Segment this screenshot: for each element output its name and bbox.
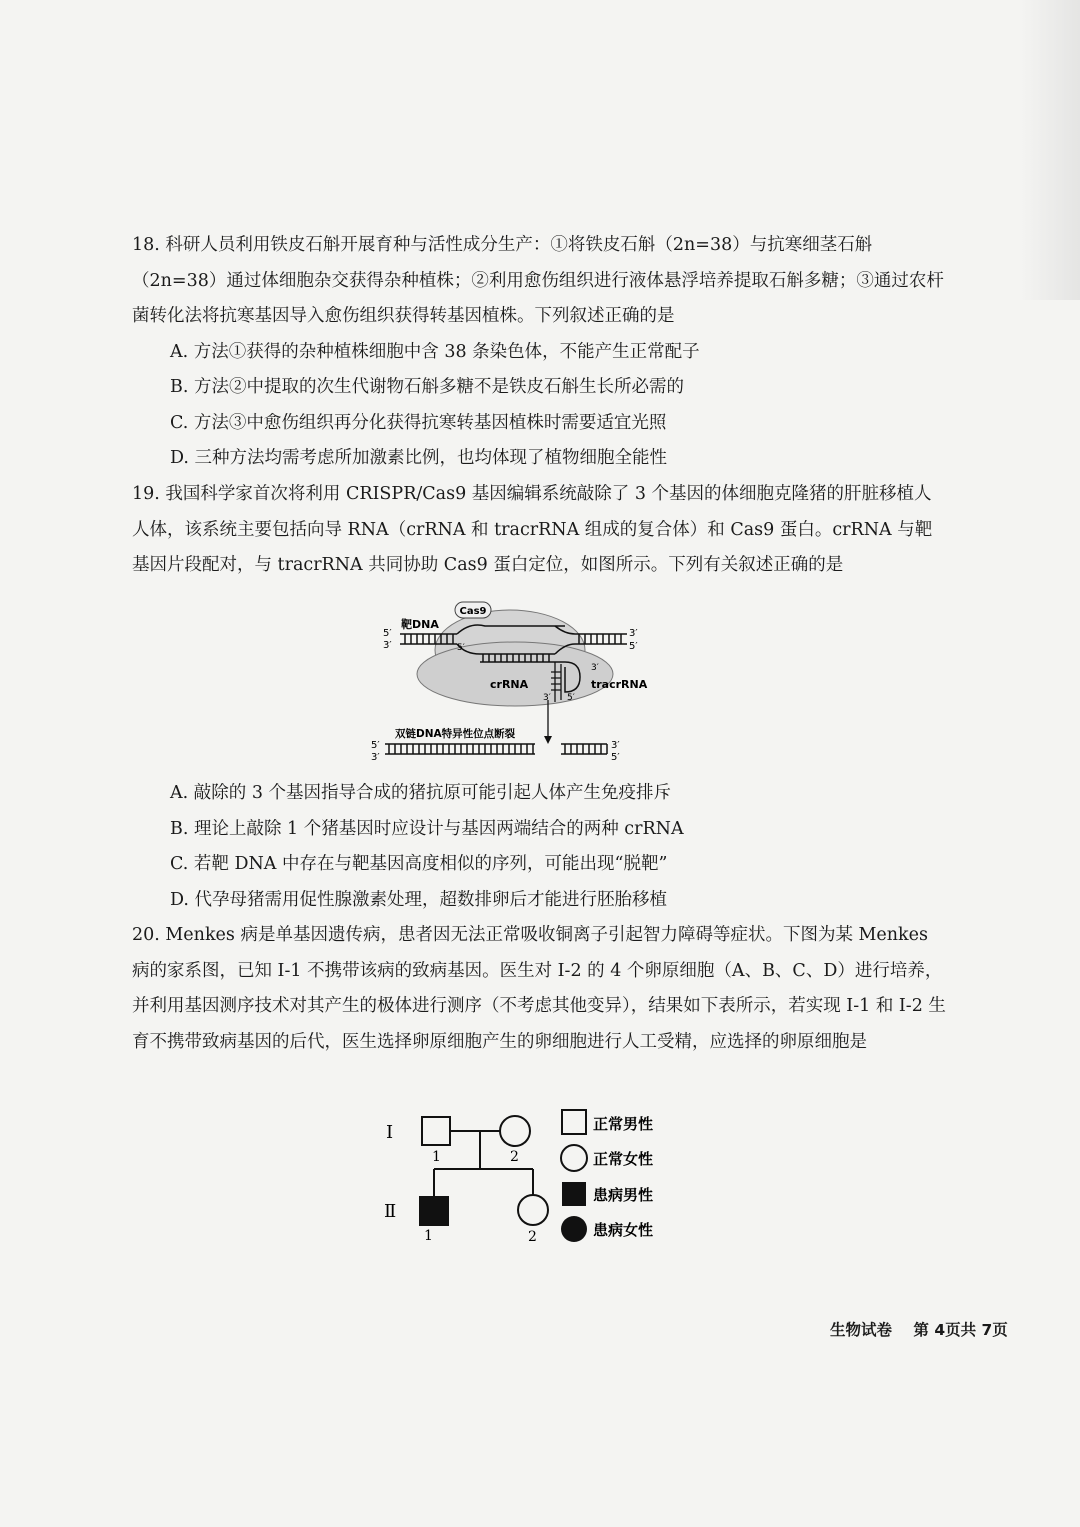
question-18-stem: 18. 科研人员利用铁皮石斛开展育种与活性成分生产：①将铁皮石斛（2n=38）与抗寒细茎石斛（2n=38）通过体细胞杂交获得杂种植株；②利用愈伤组织进行液体悬浮培养提取石斛多糖；③通过农杆菌转化法将抗寒基因导入愈伤组织获得转基因植株。下列叙述正确的是 xyxy=(132,235,944,326)
pedigree-legend xyxy=(561,1110,653,1242)
legend-affected-female-label: 患病女性 xyxy=(593,1221,654,1239)
pedigree-i2-number: 2 xyxy=(510,1149,519,1165)
pedigree-i2-normal-female xyxy=(500,1116,530,1146)
legend-affected-male-label: 患病男性 xyxy=(593,1186,654,1204)
crispr-cas9-diagram xyxy=(365,592,665,772)
question-18-option-a: A. 方法①获得的杂种植株细胞中含 38 条染色体，不能产生正常配子 xyxy=(170,341,700,362)
question-18-option-c: C. 方法③中愈伤组织再分化获得抗寒转基因植株时需要适宜光照 xyxy=(170,412,667,433)
question-19-option-a: A. 敲除的 3 个基因指导合成的猪抗原可能引起人体产生免疫排斥 xyxy=(170,783,672,803)
crrna-5-prime: 5′ xyxy=(457,643,465,653)
pedigree-ii1-affected-male xyxy=(420,1197,448,1225)
pedigree-ii2-normal-female xyxy=(518,1195,548,1225)
target-dna-label: 靶DNA xyxy=(401,618,439,631)
legend-normal-male-label: 正常男性 xyxy=(593,1115,654,1133)
tracrrna-3-prime: 3′ xyxy=(591,663,599,673)
footer-page-number: 第 4页共 7页 xyxy=(913,1321,1008,1339)
left-top-5-prime: 5′ xyxy=(383,628,392,639)
pedigree-ii1-number: 1 xyxy=(424,1228,433,1244)
pedigree-i1-number: 1 xyxy=(432,1149,441,1165)
cas9-lower-lobe xyxy=(417,642,613,706)
right-bottom-5-prime: 5′ xyxy=(629,641,638,652)
cut-right-5-prime: 5′ xyxy=(611,752,620,763)
legend-normal-male-symbol xyxy=(562,1110,586,1134)
cut-left-3-prime: 3′ xyxy=(371,752,380,763)
cas9-label: Cas9 xyxy=(459,606,487,617)
question-19-option-d: D. 代孕母猪需用促性腺激素处理，超数排卵后才能进行胚胎移植 xyxy=(170,889,668,910)
left-bottom-3-prime: 3′ xyxy=(383,640,392,651)
tracrrna-label: tracrRNA xyxy=(591,678,648,691)
question-19 xyxy=(132,477,947,584)
stem-5-prime: 5′ xyxy=(567,693,575,703)
footer-subject: 生物试卷 xyxy=(830,1321,893,1339)
generation-1-label: I xyxy=(386,1122,394,1143)
question-20 xyxy=(132,918,947,1060)
question-18-option-d: D. 三种方法均需考虑所加激素比例，也均体现了植物细胞全能性 xyxy=(170,448,668,468)
generation-2-label: Ⅱ xyxy=(384,1201,397,1222)
pedigree-i1-normal-male xyxy=(422,1117,450,1145)
cleavage-label: 双链DNA特异性位点断裂 xyxy=(395,728,516,740)
question-19-option-b: B. 理论上敲除 1 个猪基因时应设计与基因两端结合的两种 crRNA xyxy=(170,818,684,839)
right-top-3-prime: 3′ xyxy=(629,628,638,639)
question-18-option-b: B. 方法②中提取的次生代谢物石斛多糖不是铁皮石斛生长所必需的 xyxy=(170,377,684,397)
question-19-stem: 19. 我国科学家首次将利用 CRISPR/Cas9 基因编辑系统敲除了 3 个基因的体细胞克隆猪的肝脏移植人人体，该系统主要包括向导 RNA（crRNA 和 tracrRNA 组成的复合体）和 Cas9 蛋白。crRNA 与靶基因片段配对，与 tracrRNA 共同协助 Cas9 蛋白定位，如图所示。下列有关叙述正确的是 xyxy=(132,484,933,575)
pedigree-chart xyxy=(380,1105,690,1255)
question-18 xyxy=(132,228,947,477)
legend-normal-female-label: 正常女性 xyxy=(593,1150,654,1168)
scan-shadow xyxy=(1020,0,1080,300)
cut-right-3-prime: 3′ xyxy=(611,740,620,751)
pedigree-ii2-number: 2 xyxy=(528,1229,537,1245)
question-19-option-c: C. 若靶 DNA 中存在与靶基因高度相似的序列，可能出现“脱靶” xyxy=(170,854,668,874)
cut-left-5-prime: 5′ xyxy=(371,740,380,751)
stem-3-prime: 3′ xyxy=(543,693,551,703)
legend-affected-female-symbol xyxy=(561,1216,587,1242)
legend-affected-male-symbol xyxy=(562,1182,586,1206)
page-footer xyxy=(830,1318,1024,1340)
cut-dna-left xyxy=(385,744,535,754)
legend-normal-female-symbol xyxy=(561,1145,587,1171)
crrna-label: crRNA xyxy=(490,678,529,691)
question-19-options xyxy=(132,776,947,918)
cut-dna-right xyxy=(561,744,607,754)
cleavage-arrow-head xyxy=(544,736,552,744)
question-20-stem: 20. Menkes 病是单基因遗传病，患者因无法正常吸收铜离子引起智力障碍等症状。下图为某 Menkes 病的家系图，已知 I-1 不携带该病的致病基因。医生对 I-2 的 4 个卵原细胞（A、B、C、D）进行培养，并利用基因测序技术对其产生的极体进行测序（不考虑其他变异），结果如下表所示，若实现 I-1 和 I-2 生育不携带致病基因的后代，医生选择卵原细胞产生的卵细胞进行人工受精，应选择的卵原细胞是 xyxy=(132,925,946,1052)
